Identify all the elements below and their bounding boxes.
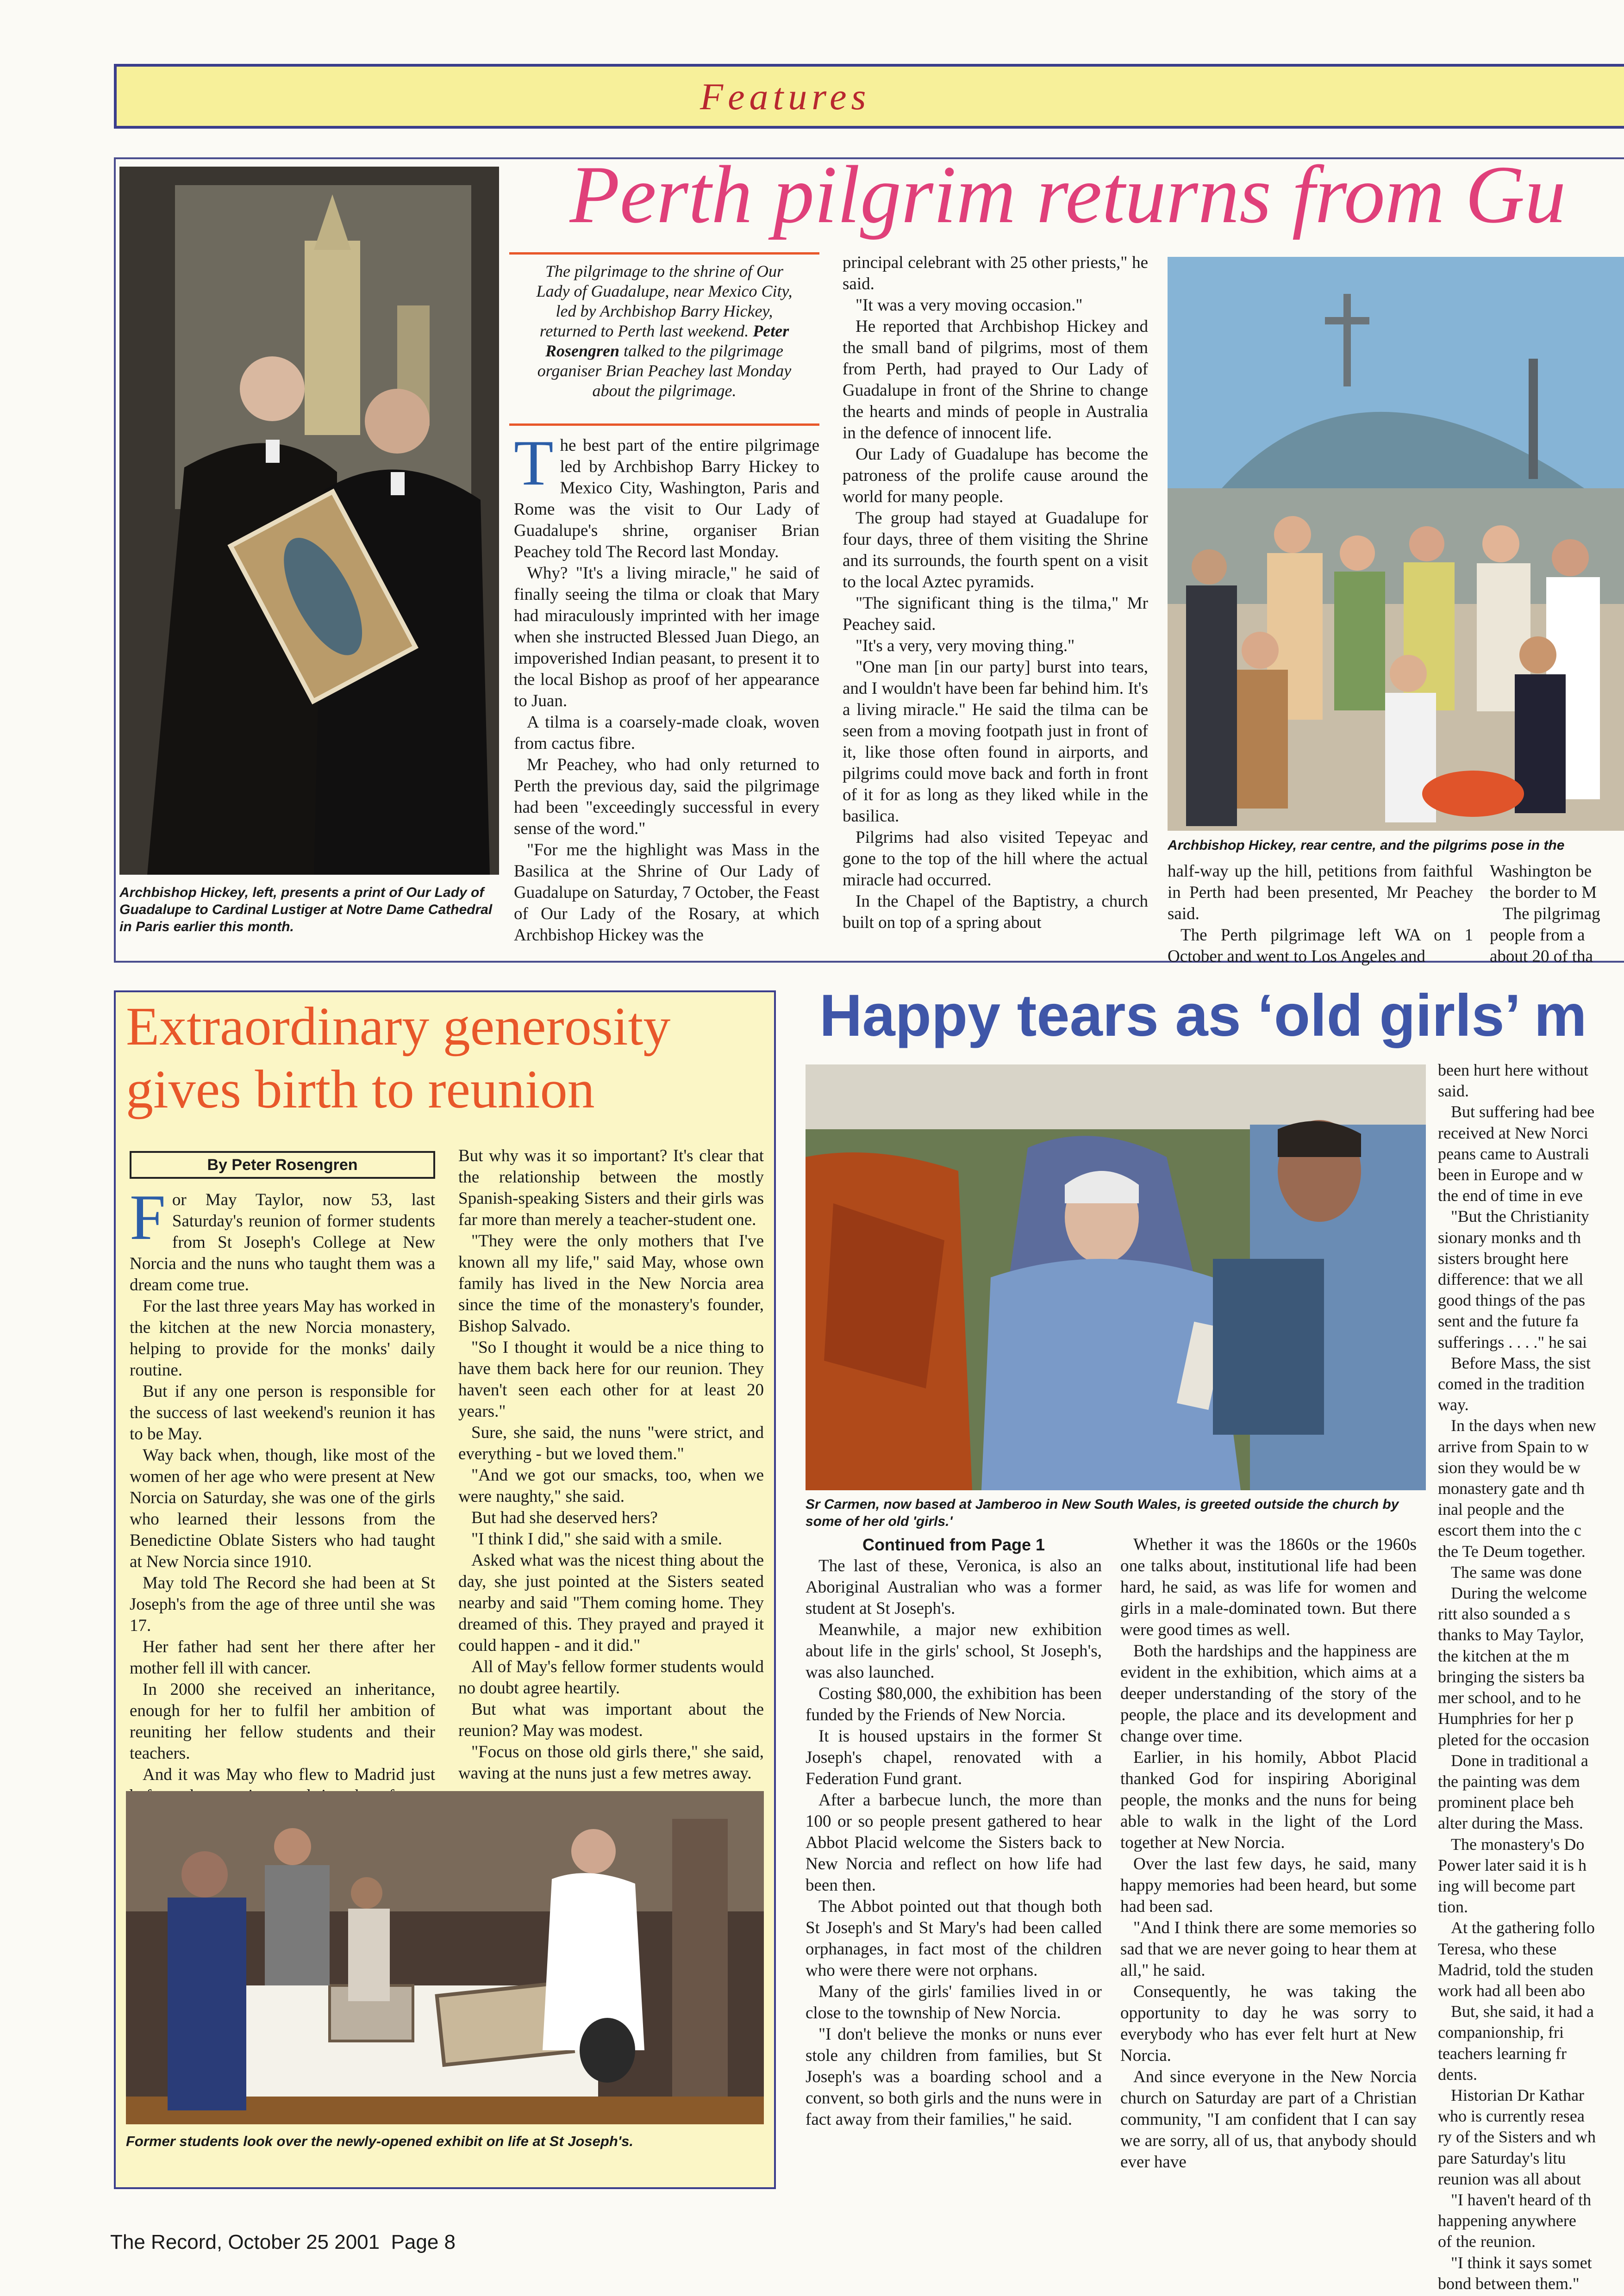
article3-fragment: "I haven't heard of th (1451, 2190, 1592, 2209)
photo-archbishop-cardinal (119, 167, 499, 875)
article3-fragment: But suffering had bee (1451, 1102, 1595, 1121)
article3-fragment: pare Saturday's litu (1438, 2148, 1566, 2167)
article1-paragraph: he best part of the entire pilgrimage led by Archbishop Barry Hickey to Mexico City, Washington, Paris and Rome was the visit to Our Lady of Guadalupe's shrine, organiser Brian Peachey told The Record last Monday. (514, 436, 819, 561)
article2-paragraph: May told The Record she had been at St Joseph's from the age of three until she was 17. (130, 1574, 435, 1635)
article3-fragment: companionship, fri (1438, 2023, 1564, 2042)
article3-fragment: During the welcome (1451, 1584, 1587, 1603)
article2-paragraph: "So I thought it would be a nice thing to have them back here for our reunion. They haven't seen each other for at least 20 years." (458, 1338, 764, 1421)
article3-fragment: ing will become part (1438, 1876, 1575, 1895)
article3-fragment: Humphries for her p (1438, 1709, 1574, 1728)
article3-paragraph: Over the last few days, he said, many happy memories had been heard, but some had been sad. (1120, 1854, 1417, 1916)
article1-paragraph: Why? "It's a living miracle," he said of finally seeing the tilma or cloak that Mary had miraculously imprinted with her image when she instructed Blessed Juan Diego, an impoverished Indian peasant, to present it to the local Bishop as proof of her appearance to Juan. (514, 564, 819, 710)
article3-fragment: bond between them." (1438, 2274, 1580, 2293)
article2-paragraph: But what was important about the reunion? May was modest. (458, 1700, 764, 1740)
article1-paragraph: "One man [in our party] burst into tears, and I wouldn't have been far behind him. It's a living miracle." He said the tilma can be seen from a moving footpath just in front of it, like those often found in airports, and pilgrims could move back and forth in front of it for as long as they liked while in the basilica. (843, 658, 1148, 826)
photo-pilgrims-basilica (1168, 257, 1624, 831)
article3-fragment: difference: that we all (1438, 1270, 1584, 1289)
article3-fragment: sionary monks and th (1438, 1228, 1581, 1247)
article1-paragraph: "It was a very moving occasion." (856, 296, 1083, 315)
article3-fragment: escort them into the c (1438, 1521, 1581, 1540)
article3-fragment: the end of time in eve (1438, 1186, 1583, 1205)
article3-paragraph: Whether it was the 1860s or the 1960s one talks about, institutional life had been hard, he said, as was life for women and girls in a male-dominated town. But there were good times as well. (1120, 1535, 1417, 1639)
photo-sr-carmen (806, 1064, 1426, 1490)
article3-fragment: The monastery's Do (1451, 1835, 1585, 1854)
article3-paragraph: And since everyone in the New Norcia church on Saturday are part of a Christian community, "I am confident that I can say we are sorry, all of us, that anybody should ever have (1120, 2067, 1417, 2172)
article1-fragment: Washington be (1490, 862, 1592, 881)
article1-paragraph: "The significant thing is the tilma," Mr Peachey said. (843, 594, 1148, 634)
article3-fragment: way. (1438, 1395, 1469, 1414)
article3-fragment: alter during the Mass. (1438, 1814, 1583, 1833)
article3-fragment: The same was done (1451, 1562, 1582, 1581)
deck-text-end: talked to the pilgrimage organiser Brian Peachey last Monday about the pilgrimage. (537, 342, 792, 400)
article3-paragraph: Meanwhile, a major new exhibition about life in the girls' school, St Joseph's, was also launched. (806, 1620, 1102, 1682)
article3-fragment: been hurt here without (1438, 1061, 1588, 1079)
article3-paragraph: The last of these, Veronica, is also an Aboriginal Australian who was a former student at St Joseph's. (806, 1556, 1102, 1618)
article1-headline: Perth pilgrim returns from Gu (569, 149, 1566, 240)
article2-paragraph: Her father had sent her there after her mother fell ill with cancer. (130, 1637, 435, 1678)
page-footer: The Record, October 25 2001 Page 8 (110, 2231, 456, 2253)
article2-paragraph: But why was it so important? It's clear that the relationship between the mostly Spanish-speaking Sisters and their girls was far more than merely a teacher-student one. (458, 1146, 764, 1229)
article2-paragraph: And it was May who flew to Madrid just (143, 1765, 435, 1784)
article3-paragraph: Both the hardships and the happiness are evident in the exhibition, which aims at a deeper understanding of the story of the people, the place and its development and change over time. (1120, 1642, 1417, 1746)
article3-fragment: happening anywhere (1438, 2211, 1576, 2230)
article3-fragment: inal people and the (1438, 1500, 1564, 1519)
article1-paragraph: The group had stayed at Guadalupe for four days, three of them visiting the Shrine and its surrounds, the fourth spent on a visit to the local Aztec pyramids. (843, 509, 1148, 591)
article3-fragment: reunion was all about (1438, 2169, 1581, 2188)
article3-fragment: thanks to May Taylor, (1438, 1625, 1584, 1644)
article1-paragraph: half-way up the hill, petitions from faithful in Perth had been presented, Mr Peachey said. (1168, 862, 1473, 923)
article3-column-2 (1120, 1534, 1417, 2173)
article1-deck-rule-top (509, 252, 819, 255)
article2-paragraph: Way back when, though, like most of the women of her age who were present at New Norcia on Saturday, she was one of the girls who learned their lessons from the Benedictine Oblate Sisters who had taught at New Norcia since 1910. (130, 1446, 435, 1571)
article1-paragraph: Pilgrims had also visited Tepeyac and gone to the top of the hill where the actual miracle had occurred. (843, 828, 1148, 890)
article1-paragraph: "It's a very, very moving thing." (856, 636, 1075, 655)
article2-column-1 (130, 1182, 435, 1828)
article1-paragraph: In the Chapel of the Baptistry, a church built on top of a spring about (843, 892, 1148, 932)
article3-column-1 (806, 1534, 1102, 2130)
article1-paragraph: Our Lady of Guadalupe has become the patroness of the prolife cause around the world for many people. (843, 445, 1148, 506)
article3-fragment: In the days when new (1451, 1416, 1596, 1435)
article2-byline: By Peter Rosengren (130, 1151, 435, 1179)
article1-paragraph: He reported that Archbishop Hickey and the small band of pilgrims, most of them from Perth, had prayed to Our Lady of Guadalupe in front of the Shrine to change the hearts and minds of people in Australia in the defence of innocent life. (843, 317, 1148, 442)
article3-fragment: teachers learning fr (1438, 2044, 1567, 2063)
article3-fragment: Power later said it is h (1438, 1855, 1587, 1874)
article3-fragment: sent and the future fa (1438, 1312, 1579, 1331)
article3-fragment: At the gathering follo (1451, 1918, 1595, 1937)
article1-paragraph: The Perth pilgrimage left WA on 1 October and went to Los Angeles and (1168, 926, 1473, 966)
article3-paragraph: "And I think there are some memories so sad that we are never going to hear them at all," he said. (1120, 1918, 1417, 1980)
article2-column-2 (458, 1145, 764, 1784)
article2-paragraph: Sure, she said, the nuns "were strict, and everything - but we loved them." (458, 1423, 764, 1463)
article3-fragment: comed in the tradition (1438, 1375, 1585, 1394)
article2-paragraph: "I think I did," she said with a smile. (471, 1530, 722, 1549)
article1-paragraph: principal celebrant with 25 other priests," he said. (843, 253, 1148, 293)
continued-label: Continued from Page 1 (862, 1535, 1045, 1554)
article1-fragment: The pilgrimag (1503, 904, 1600, 923)
article2-paragraph: "Focus on those old girls there," she said, waving at the nuns just a few metres away. (458, 1742, 764, 1783)
article3-paragraph: Costing $80,000, the exhibition has been funded by the Friends of New Norcia. (806, 1684, 1102, 1724)
article3-fragment: work had all been abo (1438, 1981, 1585, 2000)
article2-paragraph: "They were the only mothers that I've known all my life," said May, whose own family has lived in the New Norcia area since the time of the monastery's founder, Bishop Salvado. (458, 1232, 764, 1336)
section-banner (114, 64, 1624, 129)
article2-paragraph: or May Taylor, now 53, last Saturday's reunion of former students from St Joseph's College at New Norcia and the nuns who taught them was a dream come true. (130, 1190, 435, 1294)
article3-paragraph: "I don't believe the monks or nuns ever stole any children from families, but St Joseph's was a boarding school and a convent, so both girls and the nuns were in fact away from their families," he said. (806, 2025, 1102, 2129)
article3-paragraph: It is housed upstairs in the former St Joseph's chapel, renovated with a Federation Fund grant. (806, 1727, 1102, 1788)
article3-fragment: ry of the Sisters and wh (1438, 2128, 1596, 2147)
article1-column-2 (843, 252, 1148, 933)
article3-fragment: ritt also sounded a s (1438, 1605, 1570, 1624)
article3-paragraph: The Abbot pointed out that though both St Joseph's and St Mary's had been called orphanages, in fact most of the children who were there were not orphans. (806, 1897, 1102, 1980)
article1-dropcap: T (514, 427, 554, 499)
article3-fragment: "I think it says somet (1451, 2253, 1592, 2272)
article1-fragment: people from a (1490, 926, 1585, 945)
article3-fragment: Madrid, told the studen (1438, 1960, 1593, 1979)
article2-headline-line: gives birth to reunion (126, 1059, 595, 1120)
article1-paragraph: "For me the highlight was Mass in the Basilica at the Shrine of Our Lady of Guadalupe on Saturday, 7 October, the Feast of Our Lady of the Rosary, at which Archbishop Hickey was the (514, 840, 819, 945)
article2-paragraph: "And we got our smacks, too, when we were naughty," she said. (458, 1466, 764, 1506)
article3-fragment: mer school, and to he (1438, 1688, 1581, 1707)
article3-fragment: of the reunion. (1438, 2232, 1536, 2251)
article1-column-1 (514, 427, 819, 946)
article2-paragraph: All of May's fellow former students would no doubt agree heartily. (458, 1657, 764, 1698)
article3-paragraph: Earlier, in his homily, Abbot Placid thanked God for inspiring Aboriginal people, the monks and the nuns for being able to walk in the light of the Lord together at New Norcia. (1120, 1748, 1417, 1852)
photo-exhibit-students (126, 1791, 764, 2124)
article3-paragraph: After a barbecue lunch, the more than 100 or so people present gathered to hear Abbot Placid welcome the Sisters back to New Norcia and reflect on how life had been then. (806, 1791, 1102, 1895)
article2-paragraph: But if any one person is responsible for the success of last weekend's reunion it has to be May. (130, 1382, 435, 1444)
deck-text: The pilgrimage to the shrine of Our Lady of Guadalupe, near Mexico City, led by Archbishop Barry Hickey, returned to Perth last weekend. (536, 262, 793, 340)
photo4-caption: Sr Carmen, now based at Jamberoo in New South Wales, is greeted outside the church by some of her old 'girls.' (806, 1497, 1399, 1529)
article1-deck (528, 261, 801, 401)
article3-fragment: tion. (1438, 1898, 1468, 1916)
article2-dropcap: F (130, 1182, 166, 1253)
article2-paragraph: In 2000 she received an inheritance, enough for her to fulfil her ambition of reuniting her fellow students and their teachers. (130, 1680, 435, 1763)
article3-fragment: who is currently resea (1438, 2107, 1585, 2126)
article3-fragment: been in Europe and w (1438, 1165, 1583, 1184)
article3-fragment: Historian Dr Kathar (1451, 2085, 1584, 2104)
article3-fragment: monastery gate and th (1438, 1479, 1585, 1498)
article3-fragment: said. (1438, 1082, 1469, 1101)
article3-fragment: "But the Christianity (1451, 1207, 1589, 1226)
article3-fragment: pleted for the occasion (1438, 1730, 1589, 1749)
article3-fragment: peans came to Australi (1438, 1144, 1589, 1163)
article3-fragment: Done in traditional a (1451, 1751, 1588, 1770)
article3-fragment: the kitchen at the m (1438, 1646, 1569, 1665)
article1-column-3 (1168, 861, 1473, 967)
article3-fragment: bringing the sisters ba (1438, 1667, 1585, 1686)
article3-fragment: But, she said, it had a (1451, 2002, 1594, 2021)
article3-fragment: sufferings . . . ." he sai (1438, 1332, 1587, 1351)
deck-author: Peter Rosengren (545, 322, 789, 360)
article3-headline: Happy tears as ‘old girls’ m (819, 983, 1587, 1049)
article2-paragraph: For the last three years May has worked in the kitchen at the new Norcia monastery, helping to provide for the monks' daily routine. (130, 1297, 435, 1380)
photo2-caption: Archbishop Hickey, rear centre, and the pilgrims pose in the (1168, 838, 1565, 853)
article3-paragraph: Many of the girls' families lived in or close to the township of New Norcia. (806, 1982, 1102, 2022)
article1-paragraph: Mr Peachey, who had only returned to Perth the previous day, said the pilgrimage had been "exceedingly successful in every sense of the word." (514, 755, 819, 838)
article3-paragraph: Consequently, he was taking the opportunity to day he was sorry to everybody who has ever felt hurt at New Norcia. (1120, 1982, 1417, 2065)
article3-fragment: prominent place beh (1438, 1793, 1574, 1812)
article2-paragraph: Asked what was the nicest thing about the day, she just pointed at the Sisters seated nearby and said "Them coming home. They dreamed of this. They prayed and prayed it could happen - and it did." (458, 1551, 764, 1655)
article3-fragment: received at New Norci (1438, 1123, 1588, 1142)
article1-column-4 (1490, 861, 1624, 967)
article1-fragment: the border to M (1490, 883, 1597, 902)
article3-column-3 (1438, 1060, 1624, 2294)
article3-fragment: arrive from Spain to w (1438, 1437, 1589, 1456)
section-title: Features (700, 75, 871, 118)
article3-fragment: Teresa, who these (1438, 1939, 1557, 1958)
article3-fragment: the Te Deum together. (1438, 1542, 1586, 1561)
article2-paragraph: But had she deserved hers? (471, 1508, 658, 1527)
article2-headline (126, 995, 769, 1121)
photo1-caption: Archbishop Hickey, left, presents a print of Our Lady of Guadalupe to Cardinal Lustiger at Notre Dame Cathedral in Paris earlier this month. (119, 885, 493, 934)
article3-fragment: good things of the pas (1438, 1291, 1585, 1310)
article3-fragment: sion they would be w (1438, 1458, 1580, 1477)
article3-fragment: the painting was dem (1438, 1772, 1580, 1791)
article3-fragment: sisters brought here (1438, 1249, 1568, 1268)
article1-fragment: about 20 of tha (1490, 947, 1593, 966)
article1-paragraph: A tilma is a coarsely-made cloak, woven from cactus fibre. (514, 713, 819, 753)
photo3-caption: Former students look over the newly-opened exhibit on life at St Joseph's. (126, 2133, 634, 2149)
article3-fragment: Before Mass, the sist (1451, 1353, 1591, 1372)
article1-deck-rule-bottom (509, 423, 819, 426)
article3-fragment: dents. (1438, 2065, 1477, 2084)
article2-headline-line: Extraordinary generosity (126, 996, 671, 1057)
